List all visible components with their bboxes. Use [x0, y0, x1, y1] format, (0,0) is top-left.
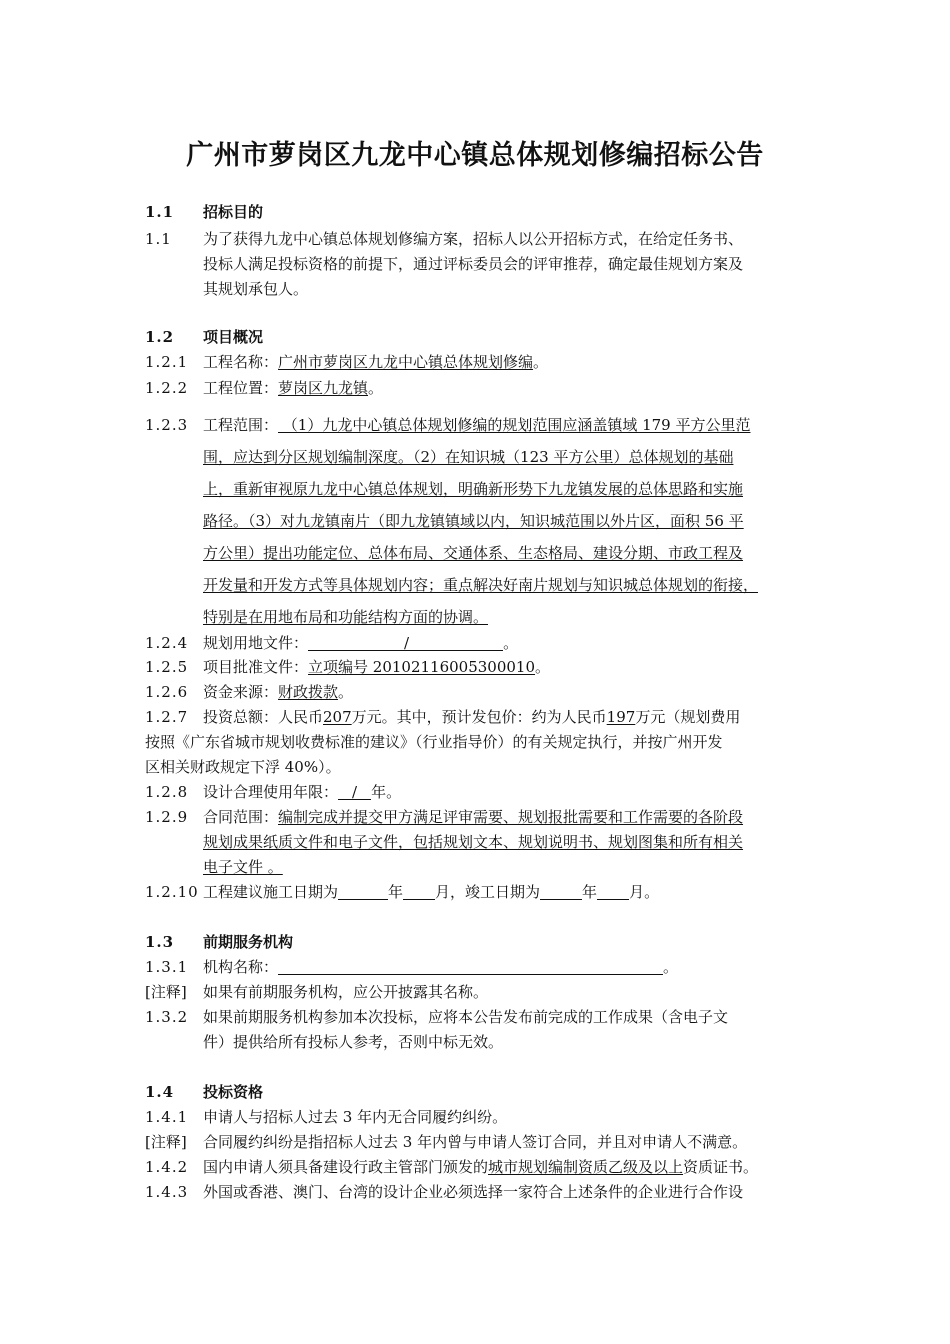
text-span: 年 — [388, 883, 404, 901]
paragraph-line: 件）提供给所有投标人参考，否则中标无效。 — [203, 1033, 504, 1051]
field-label: 合同范围： — [203, 808, 279, 826]
text-span: 月。 — [629, 883, 660, 901]
field-label: 机构名称： — [203, 958, 279, 976]
note-text: 如果有前期服务机构，应公开披露其名称。 — [203, 983, 489, 1001]
field-value: 财政拨款 — [278, 683, 339, 701]
field-label: 设计合理使用年限： — [203, 783, 339, 801]
field-label: 资金来源： — [203, 683, 279, 701]
field-value: / — [404, 634, 410, 652]
contract-price-value: 197 — [606, 708, 636, 726]
item-number: 1.2.1 — [145, 353, 189, 371]
blank-line — [338, 784, 352, 800]
item-number: 1.1 — [145, 230, 172, 248]
field-label: 项目批准文件： — [203, 658, 309, 676]
item-text: 申请人与招标人过去 3 年内无合同履约纠纷。 — [203, 1108, 508, 1126]
field-value: （1）九龙中心镇总体规划修编的规划范围应涵盖镇域 179 平方公里范 — [278, 416, 751, 434]
item-text — [203, 416, 751, 434]
blank-line — [597, 884, 629, 900]
paragraph-line: 投标人满足投标资格的前提下，通过评标委员会的评审推荐，确定最佳规划方案及 — [203, 255, 744, 273]
punctuation: 。 — [368, 379, 384, 397]
paragraph-line: 按照《广东省城市规划收费标准的建议》（行业指导价）的有关规定执行，并按广州开发 — [145, 733, 723, 751]
contract-scope-line: 规划成果纸质文件和电子文件，包括规划文本、规划说明书、规划图集和所有相关 — [203, 833, 744, 851]
text-span: 资质证书。 — [683, 1158, 759, 1176]
blank-line — [357, 784, 371, 800]
qualification-value: 城市规划编制资质乙级及以上 — [488, 1158, 684, 1176]
item-number: 1.2.3 — [145, 416, 189, 434]
note-text: 合同履约纠纷是指招标人过去 3 年内曾与申请人签订合同，并且对申请人不满意。 — [203, 1133, 748, 1151]
item-text — [203, 683, 353, 701]
text-span: 工程建议施工日期为 — [203, 883, 339, 901]
item-number: 1.3.1 — [145, 958, 189, 976]
blank-line — [338, 884, 388, 900]
item-number: 1.2.6 — [145, 683, 189, 701]
text-span: 万元（规划费用 — [635, 708, 741, 726]
field-value: / — [352, 783, 358, 801]
note-label: [注释] — [145, 1133, 187, 1151]
field-label: 投资总额：人民币 — [203, 708, 324, 726]
item-text — [203, 353, 548, 371]
item-number: 1.2.2 — [145, 379, 189, 397]
scope-line: 围，应达到分区规划编制深度。（2）在知识城（123 平方公里）总体规划的基础 — [203, 448, 734, 466]
blank-line — [409, 635, 503, 651]
item-number: 1.2.8 — [145, 783, 189, 801]
item-number: 1.2.9 — [145, 808, 189, 826]
item-text: 如果前期服务机构参加本次投标，应将本公告发布前完成的工作成果（含电子文 — [203, 1008, 729, 1026]
section-number: 1.3 — [145, 933, 175, 951]
item-number: 1.2.10 — [145, 883, 199, 901]
item-text — [203, 958, 678, 976]
scope-line: 路径。（3）对九龙镇南片（即九龙镇镇域以内，知识城范围以外片区，面积 56 平 — [203, 512, 744, 530]
item-number: 1.2.4 — [145, 634, 189, 652]
item-number: 1.4.1 — [145, 1108, 189, 1126]
section-title: 前期服务机构 — [203, 933, 294, 951]
punctuation: 。 — [503, 634, 519, 652]
item-text: 外国或香港、澳门、台湾的设计企业必须选择一家符合上述条件的企业进行合作设 — [203, 1183, 744, 1201]
paragraph-line: 区相关财政规定下浮 40%）。 — [145, 758, 341, 776]
section-number: 1.4 — [145, 1083, 175, 1101]
note-label: [注释] — [145, 983, 187, 1001]
punctuation: 。 — [663, 958, 679, 976]
text-span: 月，竣工日期为 — [435, 883, 541, 901]
field-value: 萝岗区九龙镇 — [278, 379, 369, 397]
punctuation: 。 — [535, 658, 551, 676]
item-text — [203, 783, 401, 801]
total-investment-value: 207 — [323, 708, 352, 726]
item-text — [203, 708, 740, 726]
blank-line — [540, 884, 582, 900]
punctuation: 年。 — [371, 783, 402, 801]
item-number: 1.4.2 — [145, 1158, 189, 1176]
item-text — [203, 883, 659, 901]
blank-line — [278, 959, 663, 975]
punctuation: 。 — [533, 353, 549, 371]
field-value: 立项编号 20102116005300010 — [308, 658, 536, 676]
paragraph-line: 其规划承包人。 — [203, 280, 309, 298]
scope-line: 上，重新审视原九龙中心镇总体规划，明确新形势下九龙镇发展的总体思路和实施 — [203, 480, 744, 498]
text-span: 万元。其中，预计发包价：约为人民币 — [351, 708, 607, 726]
text-span: 国内申请人须具备建设行政主管部门颁发的 — [203, 1158, 489, 1176]
section-title: 投标资格 — [203, 1083, 264, 1101]
blank-line — [403, 884, 435, 900]
section-number: 1.2 — [145, 328, 175, 346]
field-label: 工程位置： — [203, 379, 279, 397]
punctuation: 。 — [338, 683, 354, 701]
contract-scope-line: 电子文件 。 — [203, 858, 283, 876]
item-number: 1.3.2 — [145, 1008, 189, 1026]
field-label: 规划用地文件： — [203, 634, 309, 652]
blank-line — [308, 635, 404, 651]
page-title: 广州市萝岗区九龙中心镇总体规划修编招标公告 — [186, 140, 764, 171]
scope-line: 开发量和开发方式等具体规划内容；重点解决好南片规划与知识城总体规划的衔接， — [203, 576, 759, 594]
section-title: 招标目的 — [203, 203, 264, 221]
paragraph-line: 为了获得九龙中心镇总体规划修编方案，招标人以公开招标方式，在给定任务书、 — [203, 230, 744, 248]
field-label: 工程名称： — [203, 353, 279, 371]
item-number: 1.2.7 — [145, 708, 189, 726]
item-number: 1.2.5 — [145, 658, 189, 676]
item-text — [203, 1158, 758, 1176]
item-text — [203, 379, 383, 397]
section-title: 项目概况 — [203, 328, 264, 346]
section-number: 1.1 — [145, 203, 175, 221]
field-label: 工程范围： — [203, 416, 279, 434]
scope-line: 方公里）提出功能定位、总体布局、交通体系、生态格局、建设分期、市政工程及 — [203, 544, 744, 562]
field-value: 广州市萝岗区九龙中心镇总体规划修编 — [278, 353, 534, 371]
text-span: 年 — [582, 883, 598, 901]
item-text — [203, 808, 743, 826]
item-text — [203, 658, 550, 676]
field-value: 编制完成并提交甲方满足评审需要、规划报批需要和工作需要的各阶段 — [278, 808, 744, 826]
scope-line: 特别是在用地布局和功能结构方面的协调。 — [203, 608, 489, 626]
item-text — [203, 634, 518, 652]
item-number: 1.4.3 — [145, 1183, 189, 1201]
